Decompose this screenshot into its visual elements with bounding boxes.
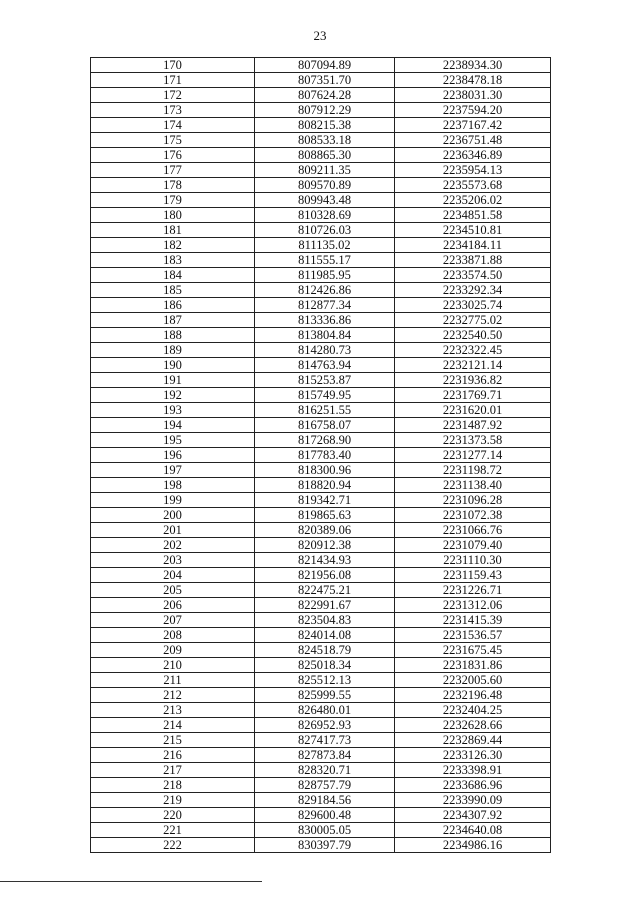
x-coordinate-cell: 827417.73	[255, 733, 395, 748]
x-coordinate-cell: 816251.55	[255, 403, 395, 418]
y-coordinate-cell: 2231079.40	[395, 538, 551, 553]
point-number-cell: 217	[91, 763, 255, 778]
table-row	[91, 433, 551, 448]
table-row	[91, 163, 551, 178]
coordinates-table-body	[91, 58, 551, 853]
y-coordinate-cell: 2236751.48	[395, 133, 551, 148]
x-coordinate-cell: 809570.89	[255, 178, 395, 193]
y-coordinate-cell: 2232196.48	[395, 688, 551, 703]
point-number-cell: 193	[91, 403, 255, 418]
x-coordinate-cell: 813804.84	[255, 328, 395, 343]
table-row	[91, 448, 551, 463]
x-coordinate-cell: 826952.93	[255, 718, 395, 733]
footnote-divider	[0, 881, 262, 882]
point-number-cell: 186	[91, 298, 255, 313]
table-row	[91, 313, 551, 328]
y-coordinate-cell: 2237167.42	[395, 118, 551, 133]
x-coordinate-cell: 808865.30	[255, 148, 395, 163]
x-coordinate-cell: 809211.35	[255, 163, 395, 178]
y-coordinate-cell: 2231620.01	[395, 403, 551, 418]
y-coordinate-cell: 2231138.40	[395, 478, 551, 493]
x-coordinate-cell: 821956.08	[255, 568, 395, 583]
x-coordinate-cell: 812877.34	[255, 298, 395, 313]
y-coordinate-cell: 2232322.45	[395, 343, 551, 358]
point-number-cell: 185	[91, 283, 255, 298]
point-number-cell: 182	[91, 238, 255, 253]
y-coordinate-cell: 2231415.39	[395, 613, 551, 628]
y-coordinate-cell: 2238478.18	[395, 73, 551, 88]
point-number-cell: 174	[91, 118, 255, 133]
y-coordinate-cell: 2234640.08	[395, 823, 551, 838]
point-number-cell: 187	[91, 313, 255, 328]
table-row	[91, 763, 551, 778]
point-number-cell: 175	[91, 133, 255, 148]
point-number-cell: 199	[91, 493, 255, 508]
x-coordinate-cell: 824518.79	[255, 643, 395, 658]
x-coordinate-cell: 824014.08	[255, 628, 395, 643]
page-number: 23	[313, 28, 327, 43]
point-number-cell: 173	[91, 103, 255, 118]
x-coordinate-cell: 823504.83	[255, 613, 395, 628]
x-coordinate-cell: 817783.40	[255, 448, 395, 463]
table-row	[91, 673, 551, 688]
x-coordinate-cell: 829600.48	[255, 808, 395, 823]
y-coordinate-cell: 2234986.16	[395, 838, 551, 853]
x-coordinate-cell: 821434.93	[255, 553, 395, 568]
point-number-cell: 197	[91, 463, 255, 478]
table-row	[91, 658, 551, 673]
y-coordinate-cell: 2232628.66	[395, 718, 551, 733]
point-number-cell: 177	[91, 163, 255, 178]
y-coordinate-cell: 2233686.96	[395, 778, 551, 793]
table-row	[91, 643, 551, 658]
x-coordinate-cell: 825018.34	[255, 658, 395, 673]
table-row	[91, 358, 551, 373]
point-number-cell: 218	[91, 778, 255, 793]
table-row	[91, 148, 551, 163]
table-row	[91, 793, 551, 808]
y-coordinate-cell: 2231769.71	[395, 388, 551, 403]
x-coordinate-cell: 828757.79	[255, 778, 395, 793]
table-row	[91, 703, 551, 718]
point-number-cell: 201	[91, 523, 255, 538]
point-number-cell: 195	[91, 433, 255, 448]
x-coordinate-cell: 819342.71	[255, 493, 395, 508]
table-row	[91, 583, 551, 598]
table-row	[91, 283, 551, 298]
table-row	[91, 103, 551, 118]
y-coordinate-cell: 2231226.71	[395, 583, 551, 598]
y-coordinate-cell: 2231066.76	[395, 523, 551, 538]
x-coordinate-cell: 818820.94	[255, 478, 395, 493]
table-row	[91, 688, 551, 703]
point-number-cell: 178	[91, 178, 255, 193]
table-row	[91, 118, 551, 133]
table-row	[91, 343, 551, 358]
y-coordinate-cell: 2233871.88	[395, 253, 551, 268]
y-coordinate-cell: 2231072.38	[395, 508, 551, 523]
x-coordinate-cell: 816758.07	[255, 418, 395, 433]
point-number-cell: 204	[91, 568, 255, 583]
x-coordinate-cell: 812426.86	[255, 283, 395, 298]
point-number-cell: 172	[91, 88, 255, 103]
y-coordinate-cell: 2235573.68	[395, 178, 551, 193]
table-row	[91, 568, 551, 583]
point-number-cell: 222	[91, 838, 255, 853]
x-coordinate-cell: 825512.13	[255, 673, 395, 688]
x-coordinate-cell: 828320.71	[255, 763, 395, 778]
y-coordinate-cell: 2231536.57	[395, 628, 551, 643]
point-number-cell: 206	[91, 598, 255, 613]
table-row	[91, 88, 551, 103]
y-coordinate-cell: 2238031.30	[395, 88, 551, 103]
x-coordinate-cell: 822991.67	[255, 598, 395, 613]
x-coordinate-cell: 811135.02	[255, 238, 395, 253]
table-row	[91, 208, 551, 223]
table-row	[91, 298, 551, 313]
y-coordinate-cell: 2232775.02	[395, 313, 551, 328]
x-coordinate-cell: 815253.87	[255, 373, 395, 388]
point-number-cell: 215	[91, 733, 255, 748]
table-row	[91, 613, 551, 628]
table-row	[91, 553, 551, 568]
table-row	[91, 718, 551, 733]
point-number-cell: 192	[91, 388, 255, 403]
y-coordinate-cell: 2234851.58	[395, 208, 551, 223]
point-number-cell: 212	[91, 688, 255, 703]
point-number-cell: 216	[91, 748, 255, 763]
point-number-cell: 200	[91, 508, 255, 523]
x-coordinate-cell: 807094.89	[255, 58, 395, 73]
y-coordinate-cell: 2231831.86	[395, 658, 551, 673]
x-coordinate-cell: 829184.56	[255, 793, 395, 808]
y-coordinate-cell: 2231487.92	[395, 418, 551, 433]
table-row	[91, 823, 551, 838]
x-coordinate-cell: 807624.28	[255, 88, 395, 103]
x-coordinate-cell: 822475.21	[255, 583, 395, 598]
table-row	[91, 733, 551, 748]
y-coordinate-cell: 2231373.58	[395, 433, 551, 448]
y-coordinate-cell: 2231198.72	[395, 463, 551, 478]
y-coordinate-cell: 2232005.60	[395, 673, 551, 688]
point-number-cell: 205	[91, 583, 255, 598]
y-coordinate-cell: 2232869.44	[395, 733, 551, 748]
x-coordinate-cell: 809943.48	[255, 193, 395, 208]
table-row	[91, 508, 551, 523]
point-number-cell: 190	[91, 358, 255, 373]
table-row	[91, 223, 551, 238]
x-coordinate-cell: 807912.29	[255, 103, 395, 118]
y-coordinate-cell: 2232404.25	[395, 703, 551, 718]
table-row	[91, 373, 551, 388]
table-row	[91, 808, 551, 823]
table-row	[91, 238, 551, 253]
table-row	[91, 58, 551, 73]
x-coordinate-cell: 814763.94	[255, 358, 395, 373]
table-row	[91, 838, 551, 853]
x-coordinate-cell: 830397.79	[255, 838, 395, 853]
point-number-cell: 220	[91, 808, 255, 823]
point-number-cell: 191	[91, 373, 255, 388]
point-number-cell: 183	[91, 253, 255, 268]
x-coordinate-cell: 807351.70	[255, 73, 395, 88]
point-number-cell: 221	[91, 823, 255, 838]
point-number-cell: 176	[91, 148, 255, 163]
y-coordinate-cell: 2235206.02	[395, 193, 551, 208]
table-row	[91, 778, 551, 793]
point-number-cell: 203	[91, 553, 255, 568]
x-coordinate-cell: 811985.95	[255, 268, 395, 283]
point-number-cell: 196	[91, 448, 255, 463]
x-coordinate-cell: 813336.86	[255, 313, 395, 328]
point-number-cell: 219	[91, 793, 255, 808]
y-coordinate-cell: 2234510.81	[395, 223, 551, 238]
y-coordinate-cell: 2234184.11	[395, 238, 551, 253]
y-coordinate-cell: 2233292.34	[395, 283, 551, 298]
point-number-cell: 210	[91, 658, 255, 673]
y-coordinate-cell: 2234307.92	[395, 808, 551, 823]
table-row	[91, 268, 551, 283]
y-coordinate-cell: 2236346.89	[395, 148, 551, 163]
table-row	[91, 538, 551, 553]
x-coordinate-cell: 819865.63	[255, 508, 395, 523]
point-number-cell: 194	[91, 418, 255, 433]
x-coordinate-cell: 808533.18	[255, 133, 395, 148]
y-coordinate-cell: 2233574.50	[395, 268, 551, 283]
point-number-cell: 202	[91, 538, 255, 553]
x-coordinate-cell: 818300.96	[255, 463, 395, 478]
point-number-cell: 179	[91, 193, 255, 208]
point-number-cell: 214	[91, 718, 255, 733]
table-row	[91, 193, 551, 208]
x-coordinate-cell: 820389.06	[255, 523, 395, 538]
y-coordinate-cell: 2231110.30	[395, 553, 551, 568]
table-row	[91, 418, 551, 433]
point-number-cell: 208	[91, 628, 255, 643]
x-coordinate-cell: 815749.95	[255, 388, 395, 403]
y-coordinate-cell: 2231312.06	[395, 598, 551, 613]
table-row	[91, 478, 551, 493]
point-number-cell: 198	[91, 478, 255, 493]
y-coordinate-cell: 2233025.74	[395, 298, 551, 313]
y-coordinate-cell: 2231675.45	[395, 643, 551, 658]
table-row	[91, 463, 551, 478]
x-coordinate-cell: 820912.38	[255, 538, 395, 553]
table-row	[91, 388, 551, 403]
point-number-cell: 170	[91, 58, 255, 73]
x-coordinate-cell: 814280.73	[255, 343, 395, 358]
table-row	[91, 178, 551, 193]
x-coordinate-cell: 825999.55	[255, 688, 395, 703]
table-row	[91, 628, 551, 643]
table-row	[91, 748, 551, 763]
y-coordinate-cell: 2237594.20	[395, 103, 551, 118]
x-coordinate-cell: 830005.05	[255, 823, 395, 838]
x-coordinate-cell: 810726.03	[255, 223, 395, 238]
x-coordinate-cell: 810328.69	[255, 208, 395, 223]
point-number-cell: 188	[91, 328, 255, 343]
y-coordinate-cell: 2233126.30	[395, 748, 551, 763]
point-number-cell: 189	[91, 343, 255, 358]
y-coordinate-cell: 2231277.14	[395, 448, 551, 463]
table-row	[91, 493, 551, 508]
table-row	[91, 73, 551, 88]
y-coordinate-cell: 2233398.91	[395, 763, 551, 778]
x-coordinate-cell: 827873.84	[255, 748, 395, 763]
x-coordinate-cell: 817268.90	[255, 433, 395, 448]
table-row	[91, 133, 551, 148]
x-coordinate-cell: 811555.17	[255, 253, 395, 268]
table-row	[91, 403, 551, 418]
x-coordinate-cell: 826480.01	[255, 703, 395, 718]
x-coordinate-cell: 808215.38	[255, 118, 395, 133]
y-coordinate-cell: 2238934.30	[395, 58, 551, 73]
y-coordinate-cell: 2232121.14	[395, 358, 551, 373]
point-number-cell: 211	[91, 673, 255, 688]
table-row	[91, 523, 551, 538]
point-number-cell: 180	[91, 208, 255, 223]
coordinates-table	[90, 57, 551, 853]
y-coordinate-cell: 2233990.09	[395, 793, 551, 808]
y-coordinate-cell: 2231936.82	[395, 373, 551, 388]
y-coordinate-cell: 2231159.43	[395, 568, 551, 583]
table-row	[91, 328, 551, 343]
point-number-cell: 213	[91, 703, 255, 718]
y-coordinate-cell: 2231096.28	[395, 493, 551, 508]
table-row	[91, 253, 551, 268]
y-coordinate-cell: 2232540.50	[395, 328, 551, 343]
point-number-cell: 209	[91, 643, 255, 658]
table-row	[91, 598, 551, 613]
point-number-cell: 181	[91, 223, 255, 238]
y-coordinate-cell: 2235954.13	[395, 163, 551, 178]
point-number-cell: 171	[91, 73, 255, 88]
point-number-cell: 184	[91, 268, 255, 283]
point-number-cell: 207	[91, 613, 255, 628]
